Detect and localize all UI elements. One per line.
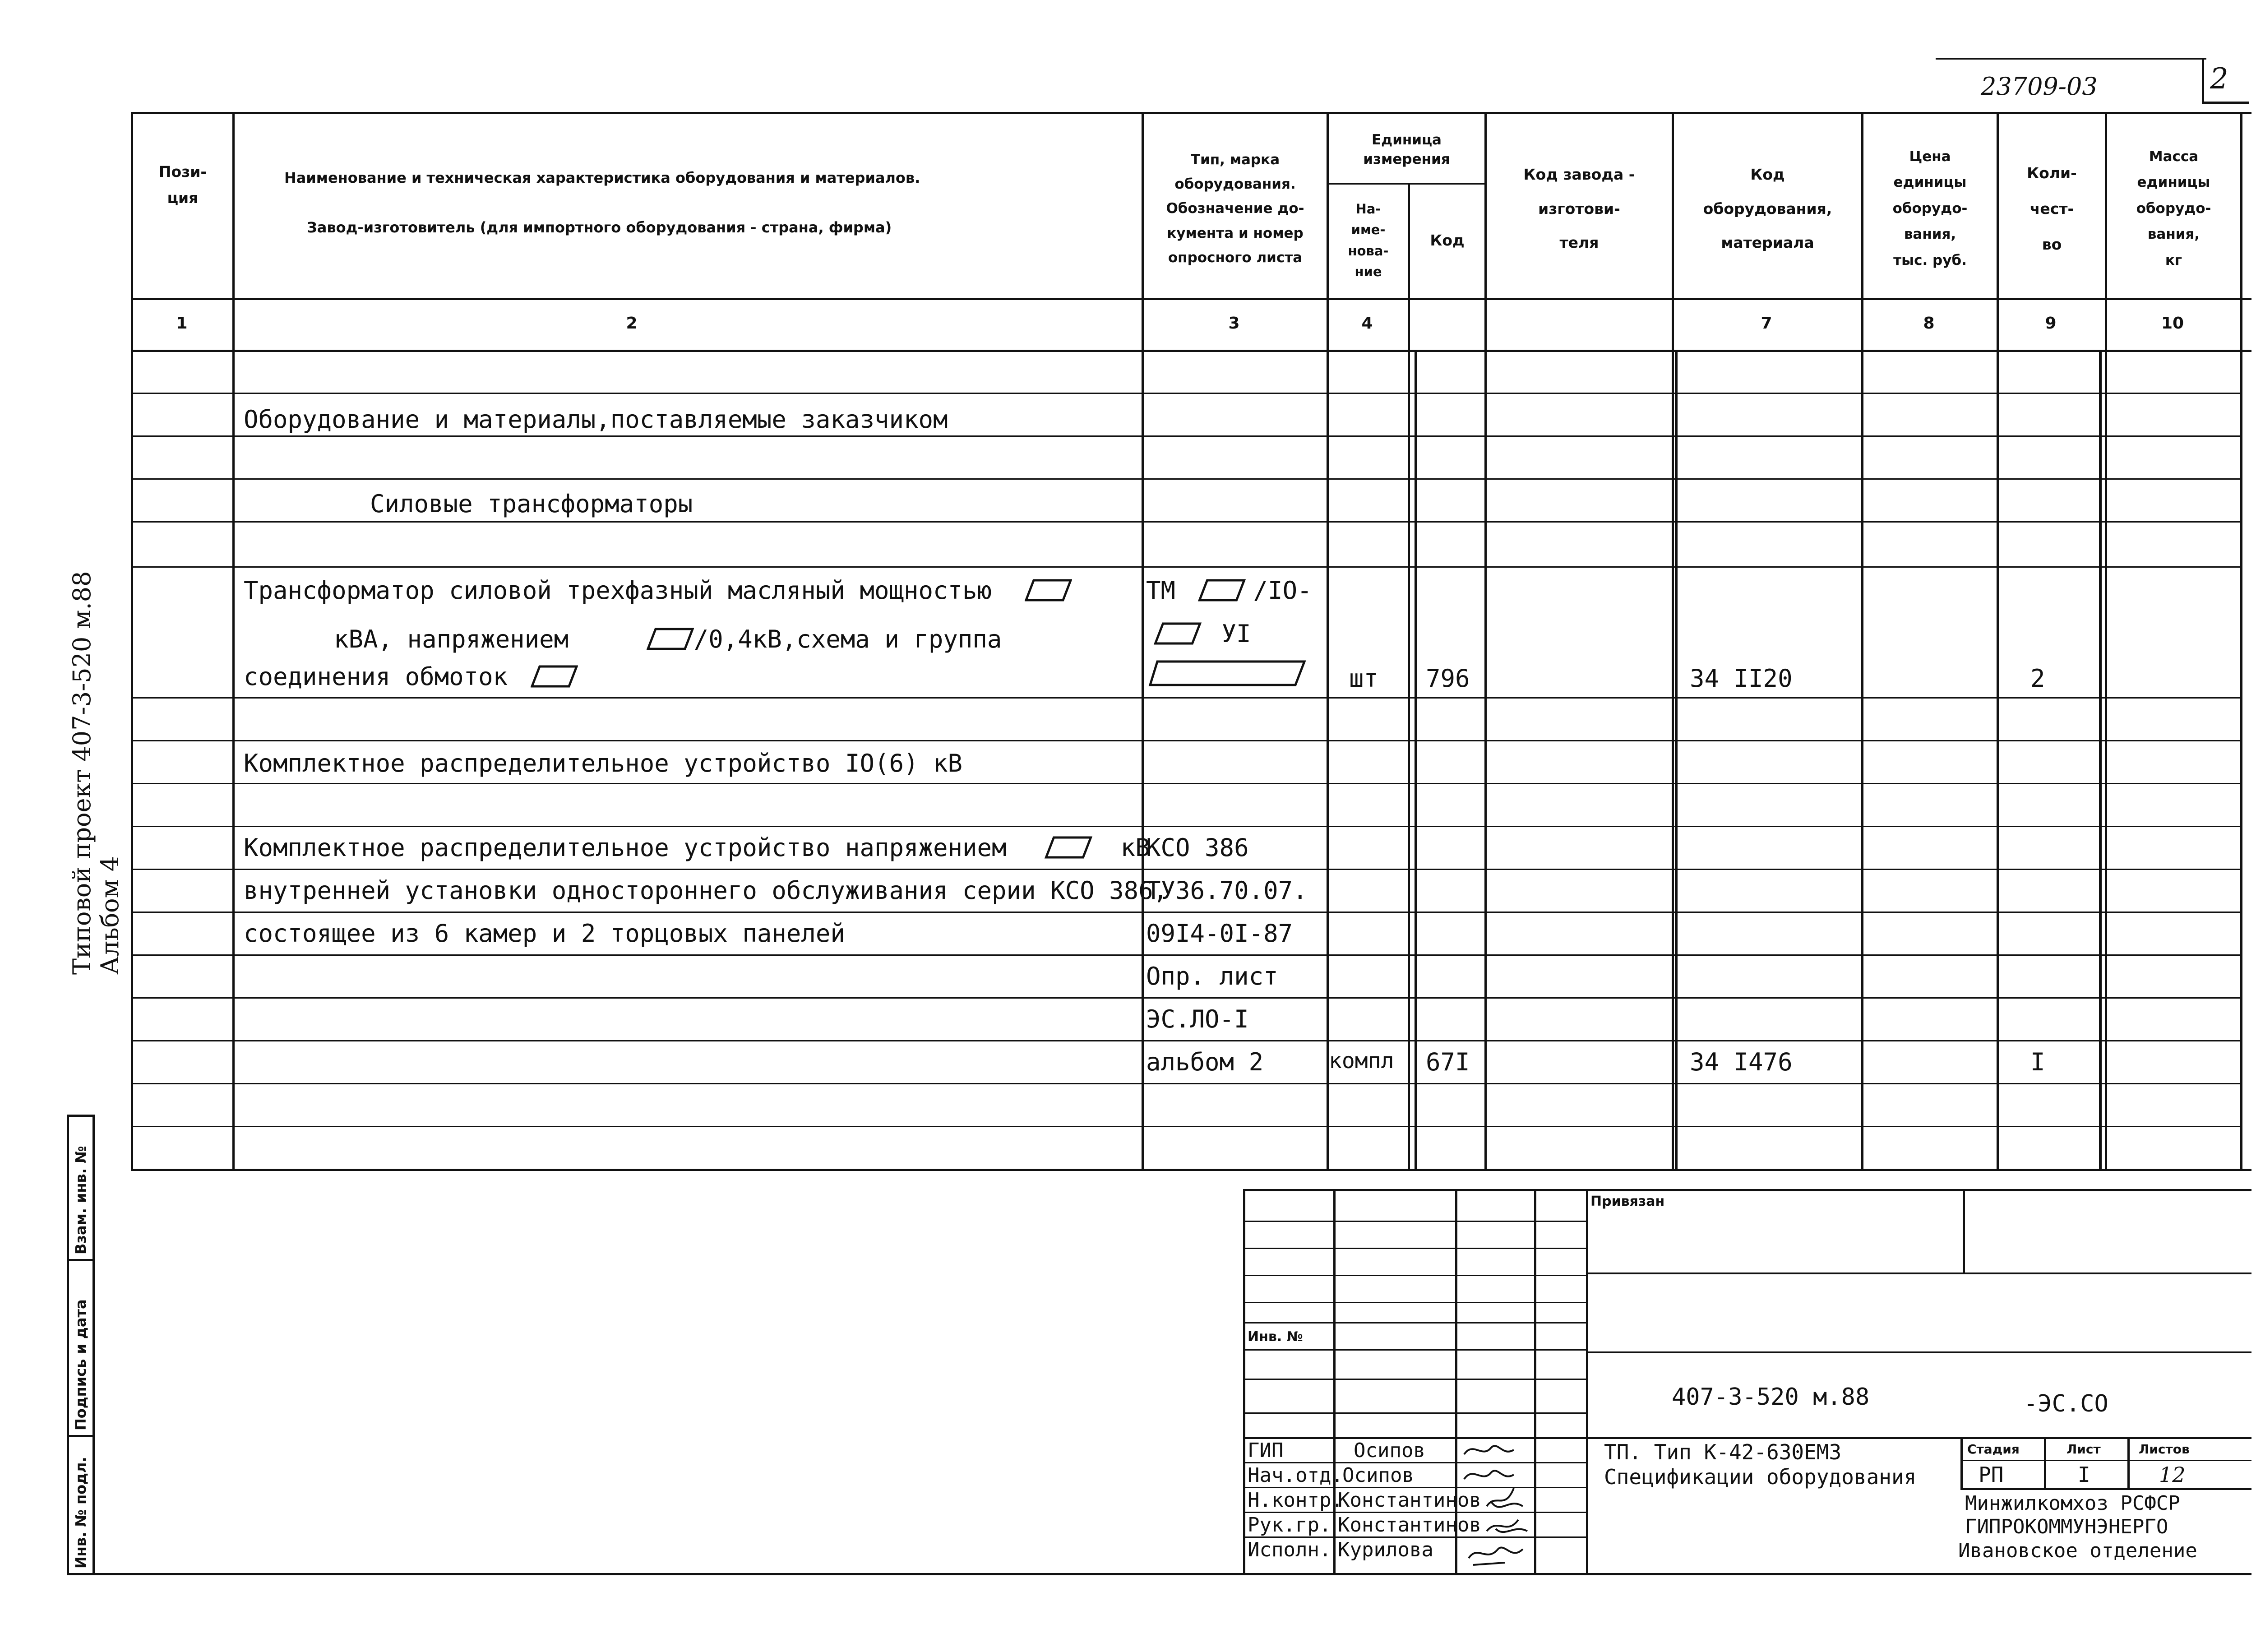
header-position: [133, 149, 232, 221]
blank-field-icon: [1148, 622, 1207, 645]
transformer-line2b: /0,4кВ,схема и группа: [693, 625, 1002, 653]
transformer-line2a: кВА, напряжением: [334, 625, 569, 653]
stage-label: Стадия: [1967, 1442, 2020, 1457]
transformer-type-b: /IO-: [1253, 576, 1312, 605]
kso-line3: состоящее из 6 камер и 2 торцовых панелей: [244, 919, 845, 948]
sheets-label: Листов: [2139, 1442, 2190, 1457]
header-unit-group-text: Единица измерения: [1363, 131, 1450, 167]
subsection-power-transformers: Силовые трансформаторы: [370, 490, 693, 518]
transformer-unit-code: 796: [1426, 664, 1470, 693]
section-title: Оборудование и материалы,поставляемые заказчиком: [244, 405, 948, 434]
sheet-number: 2: [2210, 62, 2228, 96]
transformer-line3-text: соединения обмоток: [244, 662, 508, 691]
kso-qty: I: [2030, 1048, 2045, 1076]
name-lead: Константинов: [1338, 1513, 1481, 1536]
blank-field-icon: [1148, 660, 1306, 687]
col-number: 2: [626, 314, 638, 333]
name-gip: Осипов: [1354, 1439, 1425, 1462]
role-exec: Исполн.: [1248, 1538, 1331, 1561]
transformer-type-2: [1148, 622, 1251, 646]
header-qty-text: Коли- чест- во: [2027, 164, 2077, 254]
transformer-type-3: [1148, 660, 1306, 688]
transformer-equip-code: 34 II20: [1690, 664, 1793, 693]
header-type: [1144, 122, 1327, 296]
col-number: 1: [176, 314, 188, 333]
transformer-line1: [244, 578, 1072, 603]
header-unit-group: [1329, 118, 1484, 181]
inv-no-label: Инв. №: [1248, 1329, 1303, 1345]
kso-equip-code: 34 I476: [1690, 1048, 1793, 1076]
blank-field-icon: [647, 628, 694, 650]
header-position-text: Пози- ция: [158, 163, 207, 207]
kso-unit-code: 67I: [1426, 1048, 1470, 1076]
signature-scribble: [1460, 1439, 1532, 1569]
title-line1: ТП. Тип К-42-630ЕМ3: [1604, 1440, 1842, 1464]
header-equip-code: [1674, 122, 1861, 296]
header-qty: [1999, 122, 2105, 296]
name-exec: Курилова: [1338, 1538, 1433, 1561]
transformer-type-a: ТМ: [1146, 576, 1176, 605]
header-mass-text: Масса единицы оборудо- вания, кг: [2136, 148, 2211, 268]
transformer-qty: 2: [2030, 664, 2045, 693]
header-equip-code-text: Код оборудования, материала: [1703, 165, 1832, 252]
col-number: 10: [2161, 314, 2184, 333]
header-plant-code-text: Код завода - изготови- теля: [1523, 165, 1635, 252]
transformer-type-1: [1146, 578, 1312, 603]
blank-field-icon: [531, 665, 578, 688]
stamp-replace-inv: Взам. инв. №: [72, 1146, 89, 1254]
transformer-line1-text: Трансформатор силовой трехфазный масляный мощностью: [244, 576, 992, 605]
transformer-line2: [334, 627, 1002, 652]
project-code: 407-3-520 м.88: [1672, 1384, 1870, 1411]
kso-line2: внутренней установки одностороннего обслуживания серии КСО 386,: [244, 876, 1168, 905]
org-line1: Минжилкомхоз РСФСР: [1965, 1492, 2180, 1515]
role-head: Нач.отд.: [1248, 1464, 1343, 1487]
title-line2: Спецификации оборудования: [1604, 1465, 1917, 1489]
stage-value: РП: [1979, 1462, 2004, 1487]
header-unit-code-text: Код: [1430, 231, 1465, 249]
sheets-value: 12: [2159, 1462, 2186, 1487]
name-norm: Константинов: [1338, 1489, 1481, 1512]
header-unit-name: [1329, 185, 1408, 296]
kso-line1-text: Комплектное распределительное устройство напряжением: [244, 833, 1007, 862]
header-type-text: Тип, марка оборудования. Обозначение до- кумента и номер опросного листа: [1166, 151, 1304, 266]
col-number: 8: [1923, 314, 1935, 333]
name-head: Осипов: [1342, 1464, 1414, 1487]
kso-type-2: ТУ36.70.07.: [1146, 876, 1308, 905]
col-number: 9: [2045, 314, 2057, 333]
header-unit-name-text: На- име- нова- ние: [1348, 201, 1389, 279]
sheet-label: Лист: [2066, 1442, 2101, 1457]
side-album: Альбом 4: [96, 856, 124, 975]
stamp-orig-inv: Инв. № подл.: [72, 1457, 89, 1569]
blank-field-icon: [1039, 836, 1098, 859]
col-number: 3: [1228, 314, 1240, 333]
header-price: [1863, 122, 1997, 296]
transformer-unit: шт: [1349, 664, 1379, 693]
privyazan-label: Привязан: [1590, 1194, 1665, 1209]
header-price-text: Цена единицы оборудо- вания, тыс. руб.: [1892, 148, 1968, 268]
sheet-value: I: [2078, 1462, 2090, 1487]
role-gip: ГИП: [1248, 1439, 1284, 1462]
role-norm: Н.контр.: [1248, 1489, 1343, 1512]
col-number: 7: [1761, 314, 1772, 333]
col-number: 4: [1361, 314, 1373, 333]
org-line2: ГИПРОКОММУНЭНЕРГО: [1965, 1515, 2168, 1538]
kso-type-1: КСО 386: [1146, 833, 1249, 862]
kso-type-4: Опр. лист: [1146, 962, 1278, 990]
kso-type-3: 09I4-0I-87: [1146, 919, 1293, 948]
blank-field-icon: [1025, 579, 1072, 602]
kso-type-5: ЭС.ЛО-I: [1146, 1005, 1249, 1033]
transformer-line3: [244, 662, 578, 691]
org-line3: Ивановское отделение: [1958, 1539, 2197, 1562]
header-name-line1: Наименование и техническая характеристика оборудования и материалов.: [284, 169, 920, 186]
transformer-type-c: УI: [1221, 620, 1251, 648]
kso-type-6: альбом 2: [1146, 1048, 1264, 1076]
header-name-line2: Завод-изготовитель (для импортного оборудования - страна, фирма): [307, 219, 892, 236]
doc-number: 23709-03: [1981, 72, 2098, 101]
blank-field-icon: [1190, 579, 1253, 602]
header-mass: [2107, 122, 2240, 296]
side-project: Типовой проект 407-3-520 м.88: [68, 571, 96, 975]
kso-line1: [244, 833, 1150, 862]
stamp-signature-date: Подпись и дата: [72, 1299, 89, 1430]
kso-unit: компл: [1329, 1048, 1394, 1074]
project-code-suffix: -ЭС.СО: [2024, 1390, 2108, 1417]
role-lead: Рук.гр.: [1248, 1513, 1331, 1536]
header-plant-code: [1487, 122, 1672, 296]
header-unit-code: [1410, 185, 1484, 296]
kso-line1-unit: кВ: [1120, 833, 1150, 862]
subsection-kru: Комплектное распределительное устройство IO(6) кВ: [244, 749, 963, 777]
